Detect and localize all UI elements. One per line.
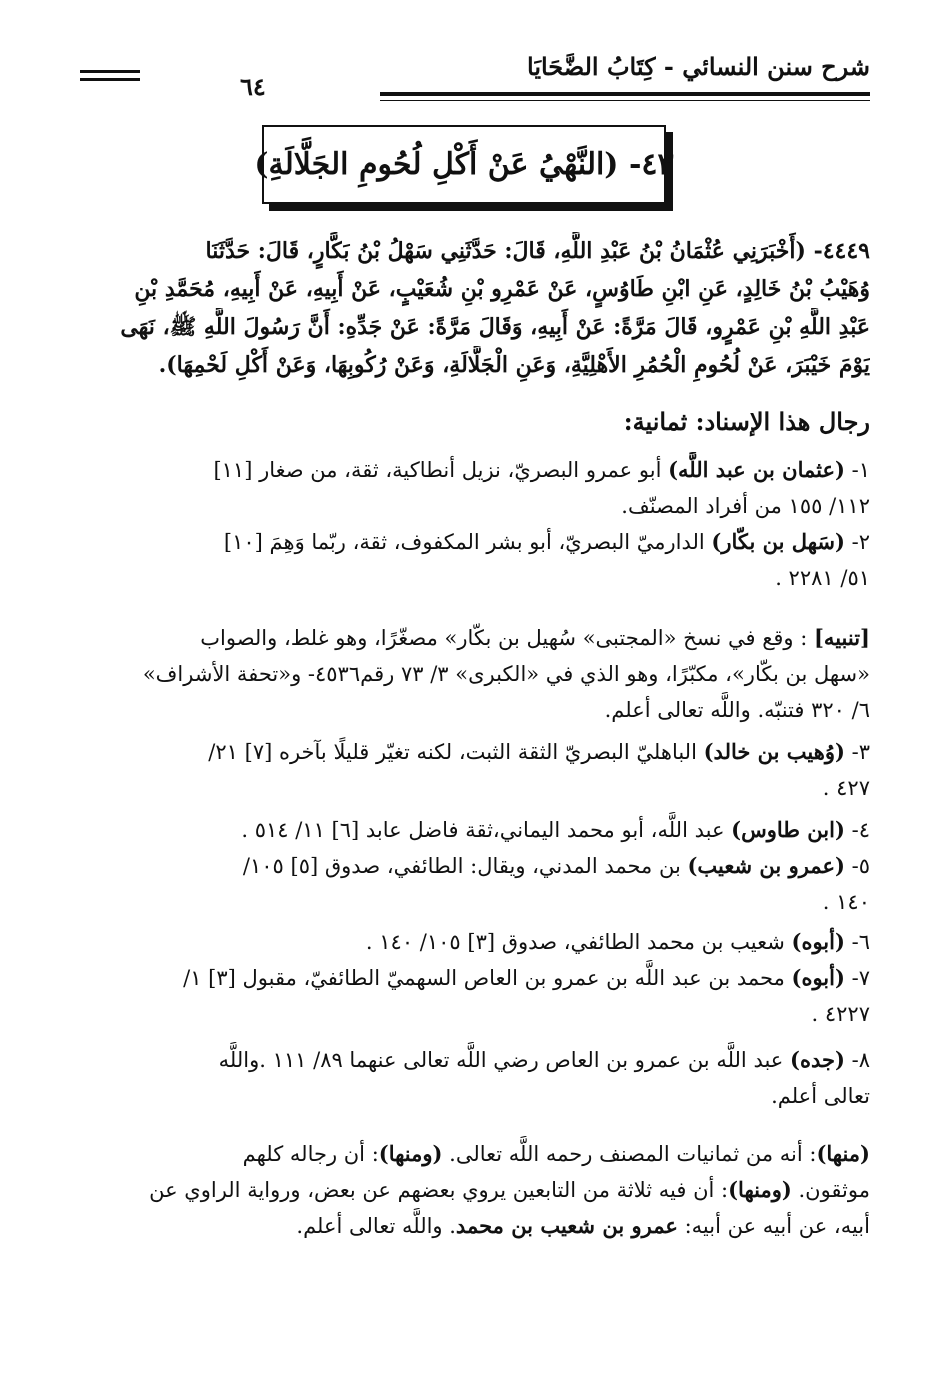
text-line: ٣- <box>851 740 870 764</box>
text-line <box>80 1042 870 1078</box>
note-label: [تنبيه] <box>814 625 870 650</box>
text-line: ١٤٠ . <box>822 890 870 914</box>
bold-label: (سَهل بن بكّار) <box>711 529 845 554</box>
text-line: الدارميّ البصريّ، أبو بشر المكفوف، ثقة، ربّما وَهِمَ [١٠] <box>223 530 705 554</box>
text-line: ٥- <box>851 854 870 878</box>
text-line <box>80 848 870 884</box>
text-line <box>80 734 870 770</box>
bold-label: (أبوه) <box>791 965 845 990</box>
page-header <box>80 52 870 112</box>
bold-label: (وُهيب بن خالد) <box>703 739 845 764</box>
rijal-section <box>80 404 870 440</box>
header-rule <box>380 92 870 96</box>
text-line: ٤- <box>851 818 870 842</box>
text-line: تعالى أعلم. <box>771 1084 870 1108</box>
note-line: ٦/ ٣٢٠ فتنبّه. واللَّه تعالى أعلم. <box>604 698 870 722</box>
bold-label: (أبوه) <box>791 929 845 954</box>
text-line: ١- <box>851 458 870 482</box>
header-rule-thin <box>380 100 870 101</box>
hadith-text <box>80 232 870 384</box>
narrator-list-2 <box>80 734 870 1114</box>
text-line: موثقون. <box>798 1178 870 1202</box>
narrator-entry <box>80 452 870 488</box>
hadith-line: عَبْدِ اللَّهِ بْنِ عَمْرٍو، قَالَ مَرَّةً: عَنْ أَبِيهِ، وَقَالَ مَرَّةً: عَنْ جَدِّهِ: أَنَّ رَسُولَ اللَّهِ ﷺ، نَهَى <box>120 314 870 340</box>
note-line: «سهل بن بكّار»، مكبّرًا، وهو الذي في «الكبرى» ٣/ ٧٣ رقم٤٥٣٦- و«تحفة الأشراف» <box>142 662 870 686</box>
narrator-entry <box>80 524 870 560</box>
text-line <box>80 1208 870 1244</box>
chapter-title-box <box>254 125 674 204</box>
hadith-line: ٤٤٤٩- (أَخْبَرَنِي عُثْمَانُ بْنُ عَبْدِ اللَّهِ، قَالَ: حَدَّثَنِي سَهْلُ بْنُ بَكَّارٍ، قَالَ: حَدَّثَنَا <box>205 238 870 264</box>
bold-label: (منها) <box>816 1141 870 1166</box>
text-line: ٦- <box>851 930 870 954</box>
text-line: ٢- <box>851 530 870 554</box>
text-line: : وقع في نسخ «المجتبى» سُهيل بن بكّار» مصغّرًا، وهو غلط، والصواب <box>200 626 808 650</box>
running-title: شرح سنن النسائي - كِتَابُ الضَّحَايَا <box>527 52 870 81</box>
hadith-line: يَوْمَ خَيْبَرَ، عَنْ لُحُومِ الْحُمُرِ الأَهْلِيَّةِ، وَعَنِ الْجَلَّالَةِ، وَعَنْ رُكُوبِهَا، وَعَنْ أَكْلِ لَحْمِهَا). <box>158 352 870 378</box>
page-number: ٦٤ <box>240 72 266 101</box>
narrator-entry-cont: ٥١/ ٢٢٨١ . <box>775 566 870 590</box>
header-ornament <box>80 70 140 86</box>
bold-label: (ومنها) <box>378 1141 443 1166</box>
narrator-entry-cont: ١١٢/ ١٥٥ من أفراد المصنّف. <box>621 494 870 518</box>
text-line <box>80 620 870 656</box>
narrator-list <box>80 452 870 596</box>
text-line: شعيب بن محمد الطائفي، صدوق [٣] ١٠٥/ ١٤٠ . <box>365 930 785 954</box>
text-line: ٧- <box>851 966 870 990</box>
note-block <box>80 620 870 728</box>
hadith-line: وُهَيْبُ بْنُ خَالِدٍ، عَنِ ابْنِ طَاوُسٍ، عَنْ عَمْرِو بْنِ شُعَيْبٍ، عَنْ أَبِيهِ، عَنْ أَبِيهِ، مُحَمَّدِ بْنِ <box>134 276 870 302</box>
text-line <box>80 924 870 960</box>
text-line: بن محمد المدني، ويقال: الطائفي، صدوق [٥] ١٠٥/ <box>242 854 681 878</box>
bold-label: (جده) <box>790 1047 845 1072</box>
text-line <box>80 960 870 996</box>
text-line: : أن فيه ثلاثة من التابعين يروي بعضهم عن بعض، ورواية الراوي عن <box>149 1178 729 1202</box>
text-line: ٤٢٢٧ . <box>811 1002 870 1026</box>
bold-label: (عثمان بن عبد اللَّه) <box>668 457 845 482</box>
lataif-section <box>80 1136 870 1244</box>
text-line: الباهليّ البصريّ الثقة الثبت، لكنه تغيّر قليلًا بآخره [٧] ٢١/ <box>208 740 697 764</box>
text-line: : أن رجاله كلهم <box>242 1142 379 1166</box>
text-line: . واللَّه تعالى أعلم. <box>296 1214 456 1238</box>
chapter-title: ٤٣- (النَّهْيُ عَنْ أَكْلِ لُحُومِ الجَلَّالَةِ) <box>254 147 674 182</box>
text-line: أبو عمرو البصريّ، نزيل أنطاكية، ثقة، من صغار [١١] <box>213 458 662 482</box>
text-line: : أنه من ثمانيات المصنف رحمه اللَّه تعالى. <box>449 1142 817 1166</box>
bold-label: (ابن طاوس) <box>731 817 845 842</box>
bold-label: (ومنها) <box>728 1177 792 1202</box>
text-line: ٤٢٧ . <box>822 776 870 800</box>
text-line <box>80 812 870 848</box>
text-line <box>80 1172 870 1208</box>
text-line: أبيه، عن أبيه عن أبيه: <box>684 1214 870 1238</box>
text-line: محمد بن عبد اللَّه بن عمرو بن العاص السهميّ الطائفيّ، مقبول [٣] ١/ <box>183 966 785 990</box>
text-line: عبد اللَّه بن عمرو بن العاص رضي اللَّه تعالى عنهما ٨٩/ ١١١ .واللَّه <box>218 1048 784 1072</box>
bold-label: (عمرو بن شعيب) <box>687 853 845 878</box>
rijal-heading: رجال هذا الإسناد: ثمانية: <box>623 407 870 436</box>
text-line: عبد اللَّه، أبو محمد اليماني،ثقة فاضل عابد [٦] ١١/ ٥١٤ . <box>241 818 725 842</box>
bold-label: عمرو بن شعيب بن محمد <box>455 1213 678 1238</box>
text-line <box>80 1136 870 1172</box>
text-line: ٨- <box>851 1048 870 1072</box>
